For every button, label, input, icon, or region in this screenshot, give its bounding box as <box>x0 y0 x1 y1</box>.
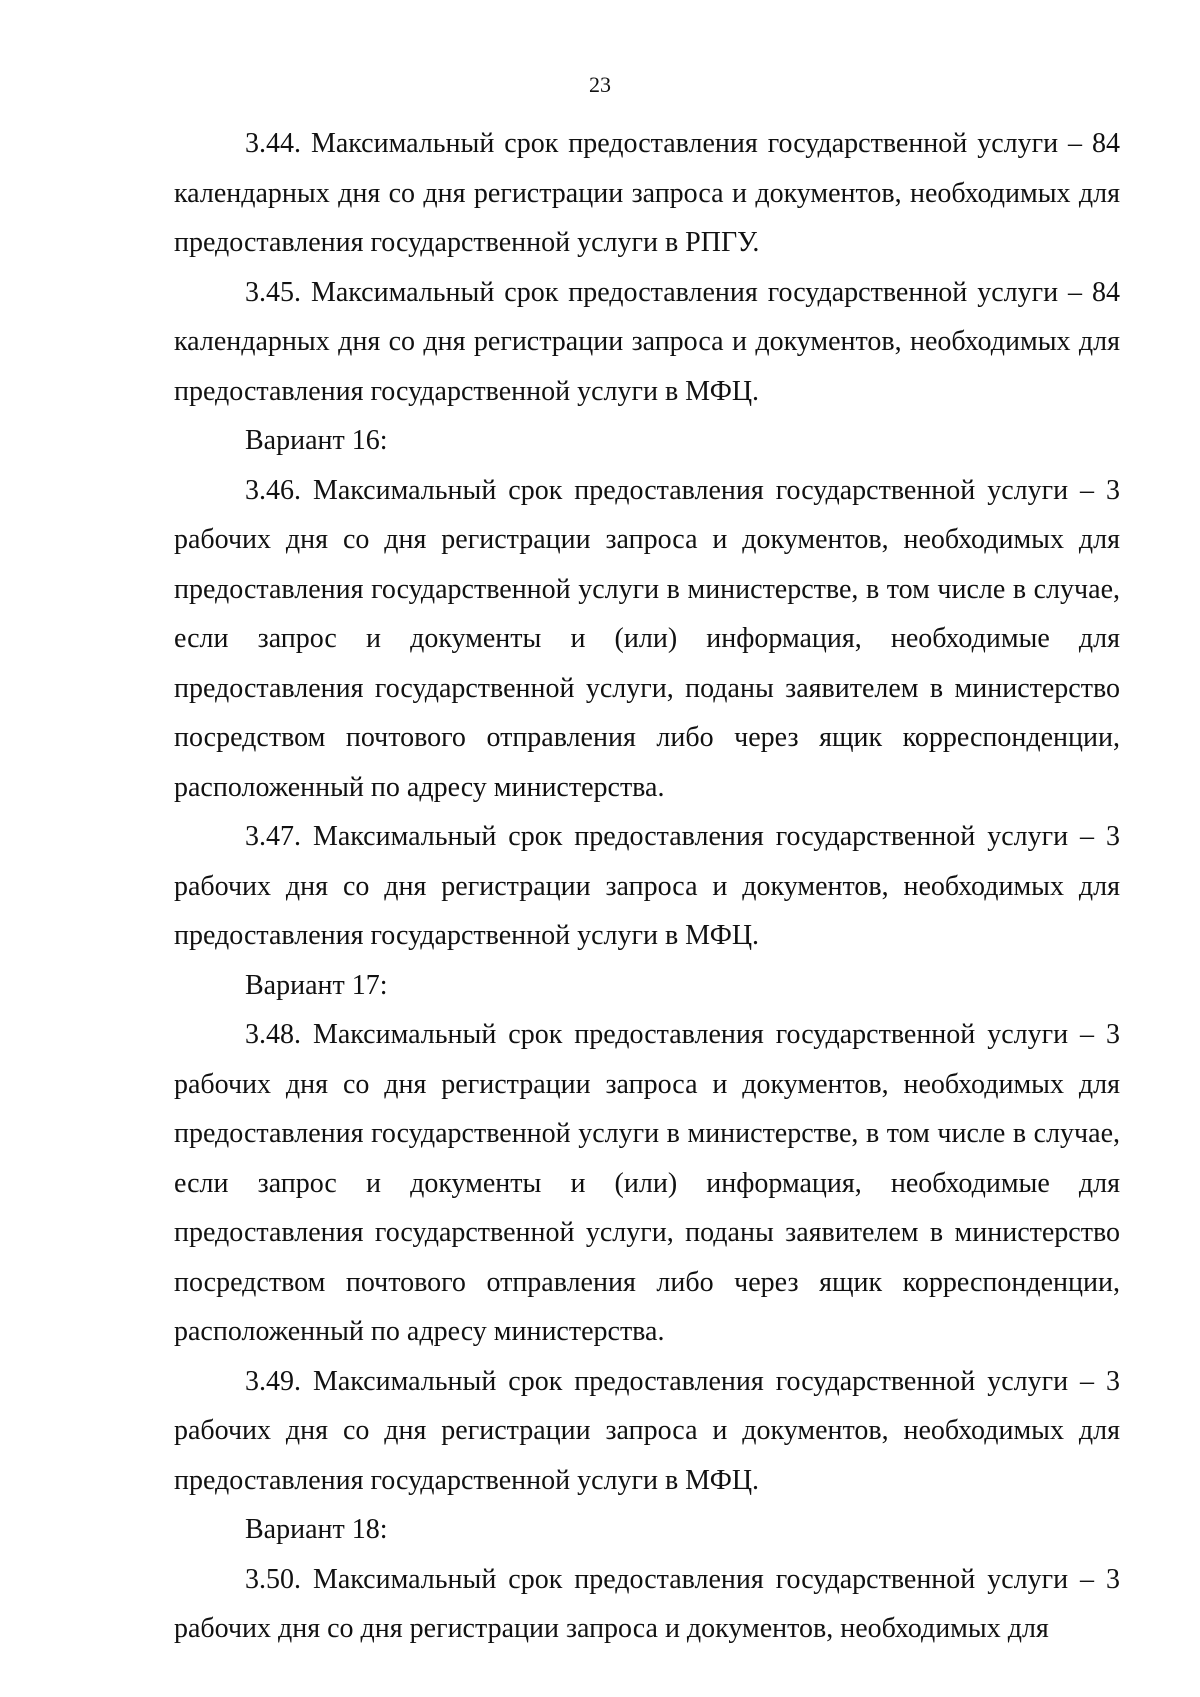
variant-17-heading: Вариант 17: <box>245 969 388 1001</box>
paragraph-3-46: 3.46. Максимальный срок предоставления государственной услуги – 3 рабочих дня со дня регистрации запроса и документов, необходимых для предоставления государственной услуги в министерстве, в том числе в случае, если запрос и документы и (или) информация, необходимые для предоставления государственной услуги, поданы заявителем в министерство посредством почтового отправления либо через ящик корреспонденции, расположенный по адресу министерства. <box>174 474 1120 803</box>
paragraph-3-44: 3.44. Максимальный срок предоставления государственной услуги – 84 календарных дня со дня регистрации запроса и документов, необходимых для предоставления государственной услуги в РПГУ. <box>174 128 1120 258</box>
page-number: 23 <box>589 72 611 97</box>
paragraph-3-48: 3.48. Максимальный срок предоставления государственной услуги – 3 рабочих дня со дня регистрации запроса и документов, необходимых для предоставления государственной услуги в министерстве, в том числе в случае, если запрос и документы и (или) информация, необходимые для предоставления государственной услуги, поданы заявителем в министерство посредством почтового отправления либо через ящик корреспонденции, расположенный по адресу министерства. <box>174 1019 1120 1347</box>
paragraph-3-47: 3.47. Максимальный срок предоставления государственной услуги – 3 рабочих дня со дня регистрации запроса и документов, необходимых для предоставления государственной услуги в МФЦ. <box>174 821 1120 951</box>
document-body <box>174 119 1120 1654</box>
variant-16-heading: Вариант 16: <box>245 425 388 456</box>
paragraph-3-49: 3.49. Максимальный срок предоставления государственной услуги – 3 рабочих дня со дня регистрации запроса и документов, необходимых для предоставления государственной услуги в МФЦ. <box>174 1365 1120 1496</box>
paragraph-3-45: 3.45. Максимальный срок предоставления государственной услуги – 84 календарных дня со дня регистрации запроса и документов, необходимых для предоставления государственной услуги в МФЦ. <box>174 276 1120 407</box>
paragraph-3-50: 3.50. Максимальный срок предоставления государственной услуги – 3 рабочих дня со дня регистрации запроса и документов, необходимых для <box>174 1563 1120 1644</box>
variant-18-heading: Вариант 18: <box>245 1514 388 1545</box>
